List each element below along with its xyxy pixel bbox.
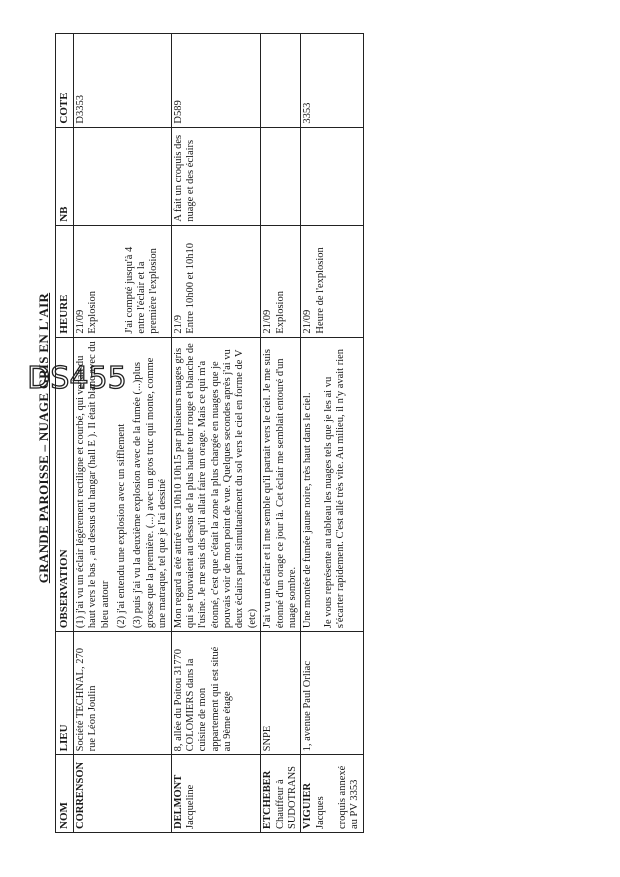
heure-event: Explosion [87,291,99,334]
cell-observation [261,337,301,631]
table-header-row [56,34,74,833]
observation-paragraph: Je vous représente au tableau les nuages tels que je les ai vu s'écarter rapidement. C'est allé très vite. Au milieu, il n'y avait rien [322,348,347,629]
observation-paragraph: J'ai vu un éclair et il me semble qu'il partait vers le ciel. Je me suis étonné d'un orage ce jour là. Cet éclair me semblait entouré d'un nuage sombre. [262,349,298,629]
cell-heure [261,225,301,337]
rotated-page [27,8,590,868]
heure-event: Entre 10h00 et 10h10 [184,242,196,334]
nom-text: VIGUIER [302,782,314,829]
nom-extra: croquis annexé au PV 3353 [337,765,361,829]
cell-observation [73,337,171,631]
cell-observation [301,337,364,631]
cell-heure [73,225,171,337]
observation-paragraph: Mon regard a été attiré vers 10h10 10h15 par plusieurs nuages gris qui se trouvaient au dessus de la plus haute tour rouge et blanche de l'usine. Je me suis dis qu'il allait faire un orage. Mais ce qui m'a étonné, c'est que c'était la zone la plus chargée en nuages que je pouvais voir de mon point de vue. Quelques secondes après j'ai vu deux éclairs partit simultanément du sol vers le ciel en forme de V (etc) [172,343,258,629]
cell-cote [261,34,301,128]
cell-nom [301,755,364,833]
cell-cote: D3353 [73,34,171,128]
heure-event: Explosion [274,291,286,334]
nom-text: DELMONT [172,774,184,829]
observation-paragraph: (2) j'ai entendu une explosion avec un sifflement [116,423,128,629]
nom-text: ETCHEBER [262,770,274,829]
observation-paragraph: (3) puis j'ai vu la deuxième explosion avec de la fumée (...)plus grosse que la première. (...) avec un gros truc qui monte, comme une matraque, tel que je l'ai dessiné [132,357,169,629]
cell-nb [73,127,171,225]
cell-lieu: 8, allée du Poitou 31770 COLOMIERS dans la cuisine de mon appartement qui est situé au 9ème étage [171,632,261,755]
header-heure: HEURE [56,225,74,337]
cell-heure [171,225,261,337]
cell-nb: A fait un croquis des nuage et des éclairs [171,127,261,225]
observation-paragraph: Une montée de fumée jaune noire, très haut dans le ciel. [302,392,314,629]
witness-table [55,33,364,833]
cell-cote: 3353 [301,34,364,128]
cell-nom [261,755,301,833]
cell-lieu: 1, avenue Paul Orliac [301,632,364,755]
cell-cote: D589 [171,34,261,128]
nom-text: CORRENSON [74,761,86,829]
heure-date: 21/09 [262,309,274,334]
table-row [301,34,364,833]
table-row [171,34,261,833]
table-row [261,34,301,833]
heure-date: 21/9 [172,314,184,334]
cell-lieu: SNPE [261,632,301,755]
cell-lieu: Société TECHNAL, 270 rue Léon Joulin [73,632,171,755]
header-observation: OBSERVATION [56,337,74,631]
nom-detail: Jacques [314,796,326,829]
cell-heure [301,225,364,337]
header-nb: NB [56,127,74,225]
cell-nb [261,127,301,225]
page-title: GRANDE PAROISSE – NUAGE GRIS EN L'AIR [36,292,51,584]
handwritten-mark-text: DS455 [27,361,127,396]
cell-nom [73,755,171,833]
heure-note: J'ai compté jusqu'à 4 entre l'éclair et la première l'explosion [123,246,160,334]
heure-event: Heure de l'explosion [314,247,326,334]
header-lieu: LIEU [56,632,74,755]
cell-observation [171,337,261,631]
heure-date: 21/09 [74,309,86,334]
header-nom: NOM [56,755,74,833]
nom-detail: Jacqueline [184,784,196,829]
cell-nom [171,755,261,833]
nom-detail: Chauffeur à SUDOTRANS [274,765,298,829]
header-cote: COTE [56,34,74,128]
cell-nb [301,127,364,225]
observation-paragraph: (1) j'ai vu un éclair légèrement rectiligne et courbé, qui venait du haut vers le bas , au dessus du hangar (hall E ). Il était blanc avec du bleu autour [74,341,111,629]
table-row [73,34,171,833]
heure-date: 21/09 [302,309,314,334]
